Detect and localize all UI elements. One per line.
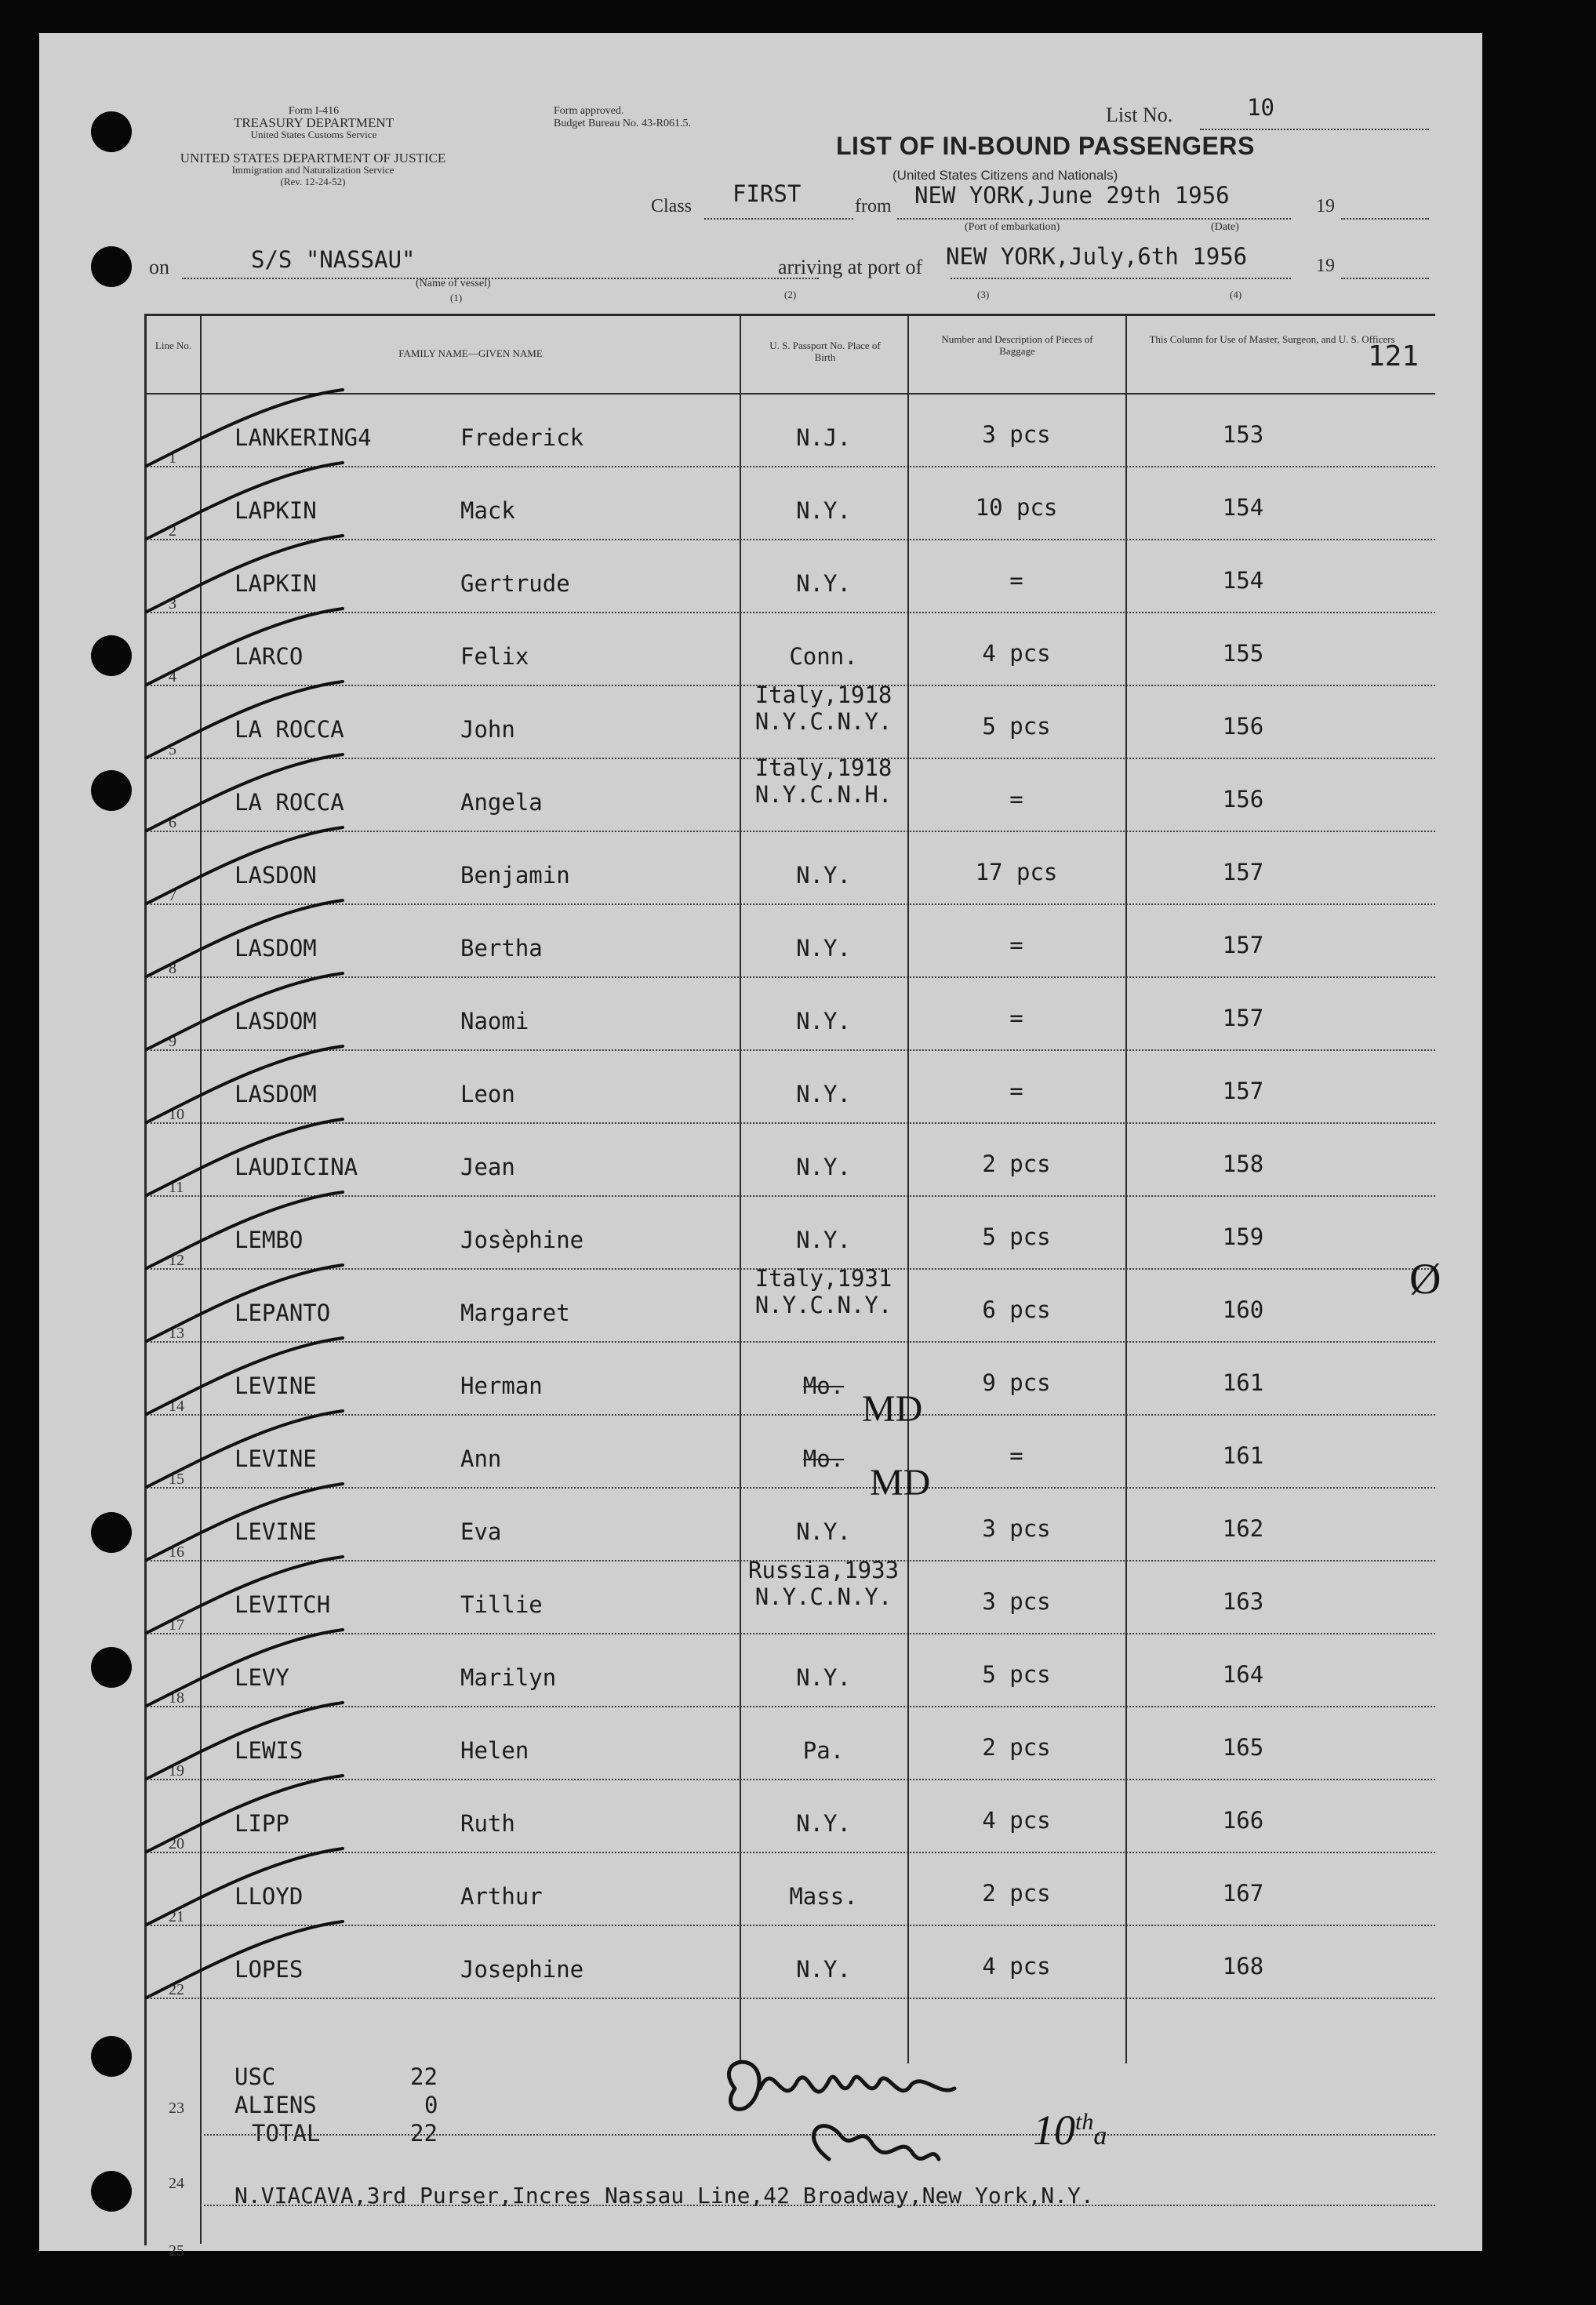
table-row bbox=[147, 1051, 1435, 1124]
line-number: 16 bbox=[169, 1543, 184, 1561]
col-header-baggage: Number and Description of Pieces of Baggage bbox=[941, 333, 1093, 357]
table-row bbox=[147, 467, 1435, 540]
line-number: 9 bbox=[169, 1033, 176, 1050]
given-name: Tillie bbox=[460, 1591, 543, 1618]
total-value: 22 bbox=[410, 2120, 438, 2147]
family-name: LEPANTO bbox=[234, 1300, 331, 1326]
form-approved bbox=[554, 105, 691, 130]
baggage: 17 pcs bbox=[975, 859, 1058, 885]
family-name: LA ROCCA bbox=[234, 716, 344, 743]
family-name: LASDON bbox=[234, 862, 317, 889]
handwritten-note bbox=[1033, 2106, 1107, 2154]
md-note-15: MD bbox=[870, 1462, 931, 1503]
family-name: LA ROCCA bbox=[234, 789, 344, 816]
baggage: 4 pcs bbox=[982, 1953, 1051, 1980]
family-name: LAUDICINA bbox=[234, 1154, 358, 1180]
family-name: LEWIS bbox=[234, 1737, 304, 1764]
form-header-left bbox=[149, 105, 478, 140]
col-number-4: (4) bbox=[1230, 289, 1242, 300]
class-value: FIRST bbox=[733, 180, 802, 207]
customs-label: United States Customs Service bbox=[250, 129, 377, 140]
given-name: Benjamin bbox=[460, 862, 570, 889]
table-row bbox=[147, 540, 1435, 613]
given-name: Angela bbox=[460, 789, 543, 816]
officer-number: 158 bbox=[1222, 1151, 1264, 1177]
list-no-label: List No. bbox=[1106, 104, 1173, 126]
table-row bbox=[147, 394, 1435, 467]
budget-bureau-label: Budget Bureau No. 43-R061.5. bbox=[554, 118, 691, 129]
table-row bbox=[147, 1557, 1435, 1634]
table-row bbox=[147, 1926, 1435, 1999]
line-number-24: 24 bbox=[169, 2175, 184, 2192]
table-row bbox=[147, 1265, 1435, 1343]
family-name: LARCO bbox=[234, 643, 304, 670]
officer-number: 155 bbox=[1222, 640, 1264, 667]
family-name: LASDOM bbox=[234, 1008, 317, 1034]
usc-label: USC bbox=[234, 2063, 276, 2090]
baggage: 2 pcs bbox=[982, 1880, 1051, 1907]
family-name: LOPES bbox=[234, 1956, 304, 1983]
table-row bbox=[147, 832, 1435, 905]
from-label: from bbox=[855, 196, 892, 216]
arrival-port-value: NEW YORK,July,6th 1956 bbox=[946, 243, 1248, 270]
given-name: Gertrude bbox=[460, 570, 570, 597]
place-of-birth: N.Y. bbox=[796, 1154, 851, 1180]
given-name: Josèphine bbox=[460, 1227, 584, 1253]
birth-country-year: Italy,1918 bbox=[754, 754, 893, 781]
class-label: Class bbox=[651, 196, 693, 216]
check-mark bbox=[115, 1696, 351, 1783]
table-row bbox=[147, 1416, 1435, 1489]
baggage: 5 pcs bbox=[982, 1223, 1051, 1250]
table-row bbox=[147, 1489, 1435, 1562]
place-of-birth: N.Y. bbox=[796, 1518, 851, 1545]
place-of-birth: N.Y. bbox=[796, 1081, 851, 1107]
passenger-table bbox=[144, 314, 1441, 2260]
given-name: Ann bbox=[460, 1445, 502, 1472]
table-row bbox=[147, 754, 1435, 832]
check-mark bbox=[115, 1842, 351, 1929]
place-of-birth bbox=[740, 754, 907, 808]
given-name: Helen bbox=[460, 1737, 529, 1764]
baggage: 2 pcs bbox=[982, 1151, 1051, 1177]
binder-hole bbox=[91, 111, 132, 152]
usc-value: 22 bbox=[410, 2063, 438, 2090]
given-name: Jean bbox=[460, 1154, 515, 1180]
line-number: 4 bbox=[169, 668, 176, 685]
line-number: 2 bbox=[169, 522, 176, 540]
officer-number: 166 bbox=[1222, 1807, 1264, 1834]
line-number: 13 bbox=[169, 1325, 184, 1342]
officer-number: 168 bbox=[1222, 1953, 1264, 1980]
line-number: 20 bbox=[169, 1835, 184, 1852]
baggage: = bbox=[1009, 932, 1023, 958]
baggage: = bbox=[1009, 567, 1023, 594]
baggage: 5 pcs bbox=[982, 1661, 1051, 1688]
line-number: 5 bbox=[169, 741, 176, 758]
col-header-passport: U. S. Passport No. Place of Birth bbox=[769, 340, 881, 363]
vessel-caption: (Name of vessel) bbox=[416, 278, 491, 289]
naturalization-place: N.Y.C.N.H. bbox=[754, 781, 893, 808]
year-label-2: 19 bbox=[1316, 256, 1335, 276]
line-number: 21 bbox=[169, 1908, 184, 1925]
place-of-birth: N.Y. bbox=[796, 497, 851, 524]
line-number: 15 bbox=[169, 1471, 184, 1488]
aliens-label: ALIENS bbox=[234, 2092, 317, 2118]
baggage: 3 pcs bbox=[982, 1588, 1051, 1615]
col-number-1: (1) bbox=[450, 292, 463, 304]
officer-number: 154 bbox=[1222, 567, 1264, 594]
col-number-2: (2) bbox=[784, 289, 797, 300]
family-name: LEVITCH bbox=[234, 1591, 331, 1618]
given-name: Bertha bbox=[460, 935, 543, 962]
place-of-birth: N.Y. bbox=[796, 1956, 851, 1983]
officer-number: 157 bbox=[1222, 932, 1264, 958]
check-mark bbox=[115, 602, 351, 689]
table-row bbox=[147, 613, 1435, 686]
binder-hole bbox=[91, 2036, 132, 2077]
given-name: Ruth bbox=[460, 1810, 515, 1837]
family-name: LEVINE bbox=[234, 1518, 317, 1545]
officer-number: 165 bbox=[1222, 1734, 1264, 1761]
place-of-birth: Mass. bbox=[789, 1883, 858, 1910]
immigration-label: Immigration and Naturalization Service bbox=[231, 164, 394, 176]
treasury-label: TREASURY DEPARTMENT bbox=[233, 115, 394, 130]
baggage: 5 pcs bbox=[982, 713, 1051, 740]
binder-hole bbox=[91, 770, 132, 811]
binder-hole bbox=[91, 246, 132, 287]
officer-number: 157 bbox=[1222, 859, 1264, 885]
document-title: LIST OF IN-BOUND PASSENGERS bbox=[836, 132, 1255, 160]
check-mark bbox=[115, 1769, 351, 1856]
table-row bbox=[147, 1197, 1435, 1270]
year-label: 19 bbox=[1316, 196, 1335, 216]
binder-hole bbox=[91, 1512, 132, 1553]
naturalization-place: N.Y.C.N.Y. bbox=[754, 1292, 893, 1318]
baggage: = bbox=[1009, 1005, 1023, 1031]
baggage: 9 pcs bbox=[982, 1369, 1051, 1396]
birth-country-year: Italy,1931 bbox=[754, 1265, 893, 1292]
form-approved-label: Form approved. bbox=[554, 105, 624, 117]
table-row bbox=[147, 1634, 1435, 1707]
officer-number: 164 bbox=[1222, 1661, 1264, 1688]
family-name: LEVY bbox=[234, 1664, 289, 1691]
line-number: 3 bbox=[169, 595, 176, 613]
officer-number: 153 bbox=[1222, 421, 1264, 448]
family-name: LEVINE bbox=[234, 1445, 317, 1472]
table-row bbox=[147, 1853, 1435, 1926]
manifest-page bbox=[39, 33, 1482, 2260]
place-of-birth: N.Y. bbox=[796, 1664, 851, 1691]
given-name: Arthur bbox=[460, 1883, 543, 1910]
line-number: 14 bbox=[169, 1398, 184, 1415]
line-number: 1 bbox=[169, 449, 176, 467]
baggage: = bbox=[1009, 1442, 1023, 1469]
place-of-birth bbox=[740, 1557, 907, 1610]
officer-number: 154 bbox=[1222, 494, 1264, 521]
place-of-birth: N.Y. bbox=[796, 862, 851, 889]
table-row bbox=[147, 905, 1435, 978]
officer-number: 161 bbox=[1222, 1442, 1264, 1469]
baggage: 6 pcs bbox=[982, 1296, 1051, 1323]
check-mark bbox=[115, 1915, 351, 2001]
place-of-birth: N.Y. bbox=[796, 1008, 851, 1034]
given-name: Leon bbox=[460, 1081, 515, 1107]
line-number: 10 bbox=[169, 1106, 184, 1123]
line-number-23: 23 bbox=[169, 2100, 184, 2117]
family-name: LASDOM bbox=[234, 935, 317, 962]
form-number: Form I-416 bbox=[288, 105, 340, 117]
place-of-birth bbox=[740, 1265, 907, 1318]
given-name: Mack bbox=[460, 497, 515, 524]
table-row bbox=[147, 1124, 1435, 1197]
place-of-birth: Conn. bbox=[789, 643, 858, 670]
baggage: 3 pcs bbox=[982, 1515, 1051, 1542]
note-subscript: a bbox=[1093, 2121, 1107, 2150]
officer-number: 157 bbox=[1222, 1005, 1264, 1031]
officer-number: 162 bbox=[1222, 1515, 1264, 1542]
baggage: 2 pcs bbox=[982, 1734, 1051, 1761]
line-number: 18 bbox=[169, 1689, 184, 1707]
officer-number: 163 bbox=[1222, 1588, 1264, 1615]
given-name: Eva bbox=[460, 1518, 502, 1545]
given-name: John bbox=[460, 716, 515, 743]
line-number: 7 bbox=[169, 887, 176, 904]
check-mark bbox=[115, 1623, 351, 1710]
line-number: 17 bbox=[169, 1616, 184, 1634]
given-name: Frederick bbox=[460, 424, 584, 451]
list-no-value: 10 bbox=[1247, 94, 1274, 121]
justice-label: UNITED STATES DEPARTMENT OF JUSTICE bbox=[180, 151, 446, 165]
line-number: 22 bbox=[169, 1981, 184, 1998]
line-number-25: 25 bbox=[169, 2242, 184, 2260]
table-row bbox=[147, 1707, 1435, 1780]
vessel-name: S/S "NASSAU" bbox=[251, 246, 416, 273]
family-name: LEMBO bbox=[234, 1227, 304, 1253]
date-caption: (Date) bbox=[1211, 221, 1239, 233]
place-of-birth: N.J. bbox=[796, 424, 851, 451]
revision-label: (Rev. 12-24-52) bbox=[280, 176, 346, 187]
line-number: 11 bbox=[169, 1179, 184, 1196]
embarkation-value: NEW YORK,June 29th 1956 bbox=[914, 182, 1230, 209]
total-label: TOTAL bbox=[252, 2120, 321, 2147]
baggage: 10 pcs bbox=[975, 494, 1058, 521]
family-name: LLOYD bbox=[234, 1883, 304, 1910]
page-number: 121 bbox=[1368, 340, 1420, 373]
officer-number: 156 bbox=[1222, 713, 1264, 740]
baggage: = bbox=[1009, 1078, 1023, 1104]
binder-hole bbox=[91, 635, 132, 676]
table-row bbox=[147, 1780, 1435, 1853]
family-name: LAPKIN bbox=[234, 497, 317, 524]
family-name: LEVINE bbox=[234, 1372, 317, 1399]
aliens-value: 0 bbox=[424, 2092, 438, 2118]
family-name: LANKERING4 bbox=[234, 424, 372, 451]
on-label: on bbox=[149, 256, 169, 278]
col-header-line-no: Line No. bbox=[155, 340, 192, 351]
table-row bbox=[147, 978, 1435, 1051]
col-header-officers: This Column for Use of Master, Surgeon, and U. S. Officers bbox=[1149, 333, 1395, 345]
given-name: Marilyn bbox=[460, 1664, 557, 1691]
line-number: 12 bbox=[169, 1252, 184, 1269]
place-of-birth: Pa. bbox=[802, 1737, 845, 1764]
birth-country-year: Russia,1933 bbox=[747, 1557, 900, 1583]
naturalization-place: N.Y.C.N.Y. bbox=[754, 708, 893, 735]
place-of-birth: N.Y. bbox=[796, 935, 851, 962]
birth-country-year: Italy,1918 bbox=[754, 682, 893, 708]
table-row bbox=[147, 1343, 1435, 1416]
line-number: 19 bbox=[169, 1762, 184, 1780]
justice-block bbox=[144, 152, 482, 187]
md-note-14: MD bbox=[862, 1388, 923, 1430]
officer-number: 159 bbox=[1222, 1223, 1264, 1250]
given-name: Margaret bbox=[460, 1300, 570, 1326]
baggage: 3 pcs bbox=[982, 421, 1051, 448]
given-name: Naomi bbox=[460, 1008, 529, 1034]
baggage: 4 pcs bbox=[982, 640, 1051, 667]
binder-hole bbox=[91, 1647, 132, 1688]
check-mark bbox=[115, 1186, 351, 1272]
port-embarkation-caption: (Port of embarkation) bbox=[965, 221, 1060, 233]
officer-number: 161 bbox=[1222, 1369, 1264, 1396]
officer-number: 157 bbox=[1222, 1078, 1264, 1104]
given-name: Josephine bbox=[460, 1956, 584, 1983]
officer-number: 156 bbox=[1222, 786, 1264, 813]
purser-footer: N.VIACAVA,3rd Purser,Incres Nassau Line,42 Broadway,New York,N.Y. bbox=[234, 2183, 1094, 2209]
baggage: = bbox=[1009, 786, 1023, 813]
place-of-birth: N.Y. bbox=[796, 1227, 851, 1253]
officer-number: 160 bbox=[1222, 1296, 1264, 1323]
baggage: 4 pcs bbox=[982, 1807, 1051, 1834]
line-number: 6 bbox=[169, 814, 176, 831]
table-row bbox=[147, 682, 1435, 759]
row-13-mark: Ø bbox=[1409, 1255, 1441, 1303]
note-number: 10 bbox=[1033, 2107, 1075, 2154]
family-name: LIPP bbox=[234, 1810, 289, 1837]
document-subtitle: (United States Citizens and Nationals) bbox=[893, 168, 1118, 183]
arriving-label: arriving at port of bbox=[778, 256, 923, 278]
col-number-3: (3) bbox=[977, 289, 990, 300]
given-name: Herman bbox=[460, 1372, 543, 1399]
place-of-birth: Mo. bbox=[802, 1372, 845, 1399]
place-of-birth: N.Y. bbox=[796, 1810, 851, 1837]
place-of-birth: N.Y. bbox=[796, 570, 851, 597]
col-header-name: FAMILY NAME—GIVEN NAME bbox=[398, 347, 543, 359]
line-number: 8 bbox=[169, 960, 176, 977]
place-of-birth: Mo. bbox=[802, 1445, 845, 1472]
given-name: Felix bbox=[460, 643, 529, 670]
naturalization-place: N.Y.C.N.Y. bbox=[754, 1583, 893, 1610]
officer-number: 167 bbox=[1222, 1880, 1264, 1907]
place-of-birth bbox=[740, 682, 907, 735]
family-name: LAPKIN bbox=[234, 570, 317, 597]
family-name: LASDOM bbox=[234, 1081, 317, 1107]
binder-hole bbox=[91, 2171, 132, 2212]
note-superscript: th bbox=[1075, 2109, 1094, 2135]
